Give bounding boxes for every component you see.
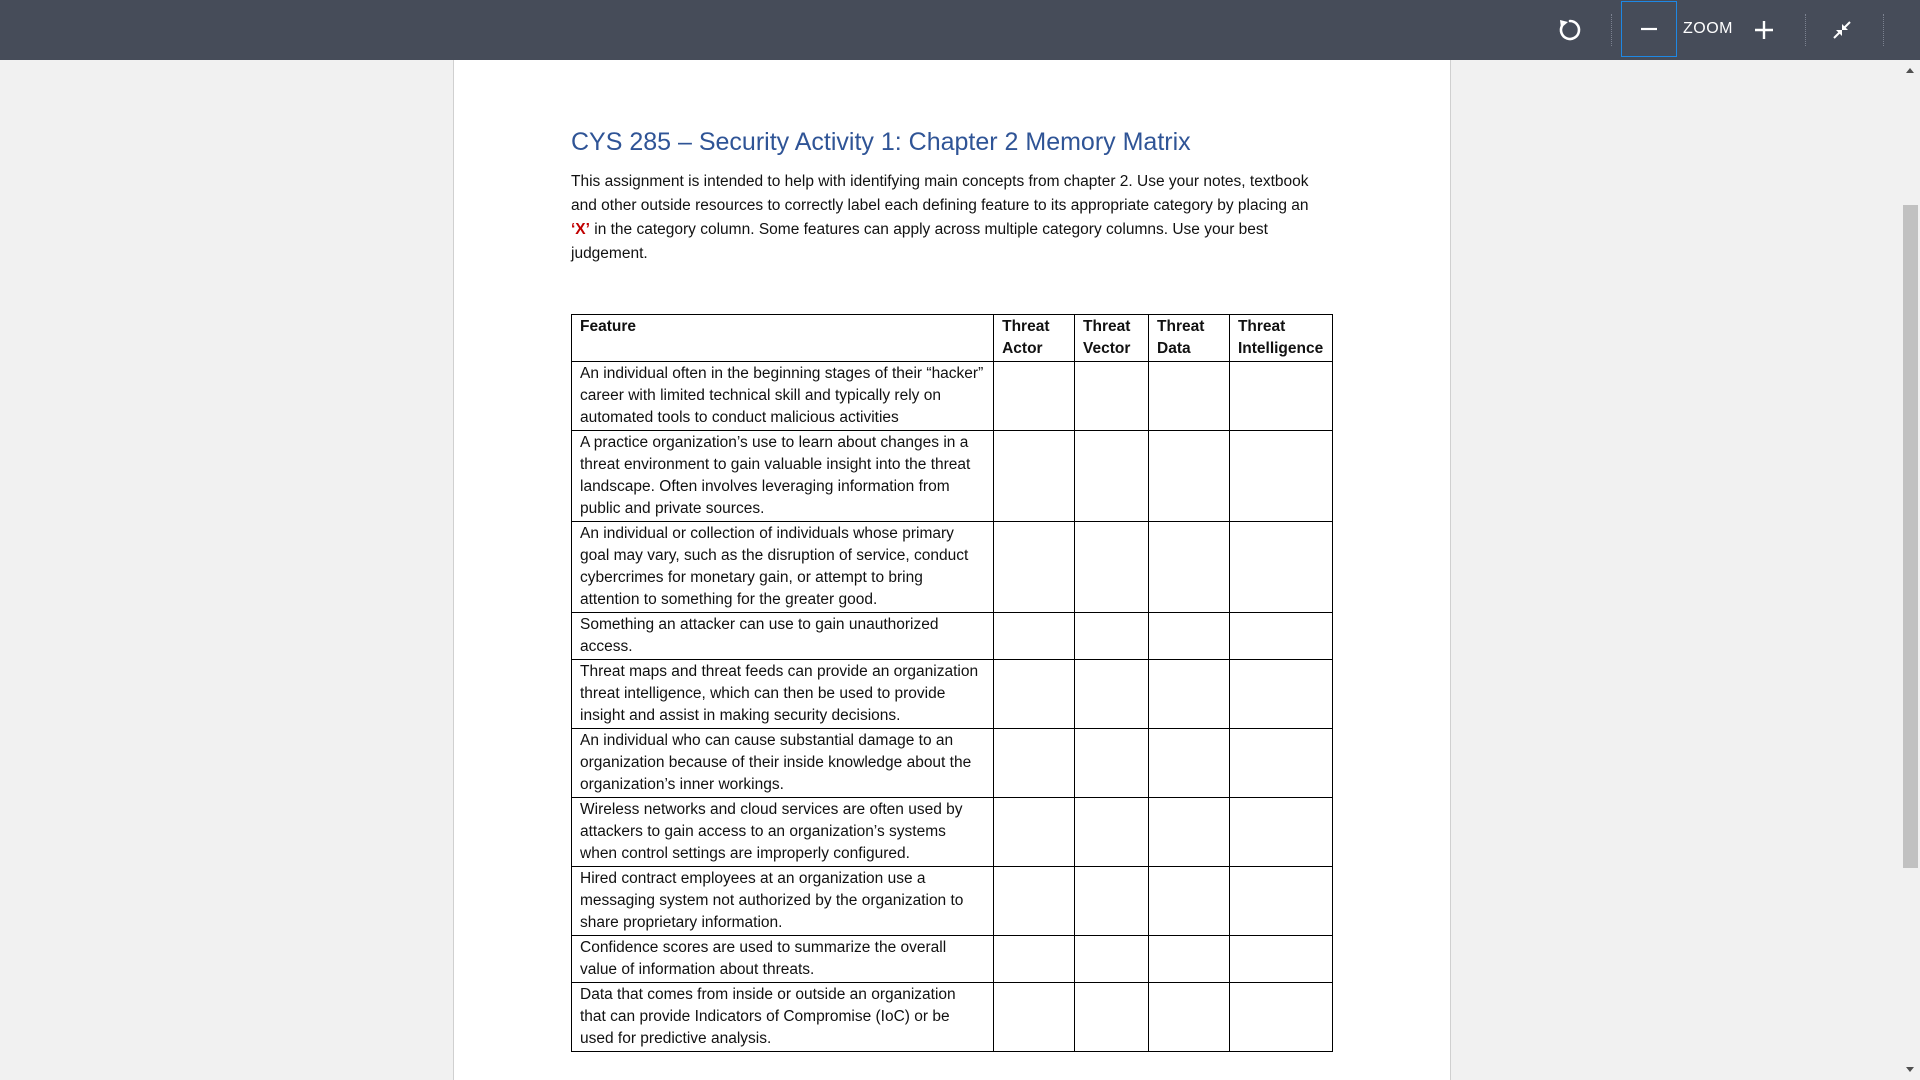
table-row	[572, 983, 1333, 1052]
header-threat-vector: Threat Vector	[1075, 315, 1149, 362]
threat-vector-cell	[1075, 613, 1149, 660]
threat-intelligence-cell	[1229, 983, 1332, 1052]
rotate-ccw-icon	[1557, 17, 1583, 43]
table-row	[572, 431, 1333, 522]
threat-vector-cell	[1075, 431, 1149, 522]
threat-intelligence-cell	[1229, 362, 1332, 431]
threat-vector-cell	[1075, 660, 1149, 729]
feature-cell: Data that comes from inside or outside an organization that can provide Indicators of Compromise (IoC) or be used for predictive analysis.	[572, 983, 994, 1052]
header-feature: Feature	[572, 315, 994, 362]
toolbar-separator	[1805, 14, 1806, 46]
table-row	[572, 613, 1333, 660]
scroll-down-arrow-icon[interactable]	[1906, 1067, 1914, 1072]
document-viewer[interactable]	[0, 60, 1920, 1080]
threat-actor-cell	[994, 522, 1075, 613]
table-header-row	[572, 315, 1333, 362]
table-row	[572, 798, 1333, 867]
memory-matrix-table	[571, 314, 1333, 1052]
threat-data-cell	[1149, 936, 1230, 983]
threat-vector-cell	[1075, 729, 1149, 798]
table-row	[572, 362, 1333, 431]
toolbar-separator	[1883, 14, 1884, 46]
threat-intelligence-cell	[1229, 522, 1332, 613]
feature-cell: Confidence scores are used to summarize the overall value of information about threats.	[572, 936, 994, 983]
table-row	[572, 867, 1333, 936]
table-row	[572, 729, 1333, 798]
threat-vector-cell	[1075, 867, 1149, 936]
threat-actor-cell	[994, 936, 1075, 983]
threat-data-cell	[1149, 798, 1230, 867]
feature-cell: An individual who can cause substantial damage to an organization because of their inside knowledge about the organization’s inner workings.	[572, 729, 994, 798]
threat-vector-cell	[1075, 983, 1149, 1052]
threat-intelligence-cell	[1229, 936, 1332, 983]
table-row	[572, 936, 1333, 983]
exit-fullscreen-button[interactable]	[1817, 5, 1867, 55]
zoom-in-button[interactable]	[1739, 5, 1789, 55]
threat-intelligence-cell	[1229, 867, 1332, 936]
intro-paragraph	[571, 170, 1331, 266]
threat-intelligence-cell	[1229, 613, 1332, 660]
threat-data-cell	[1149, 867, 1230, 936]
reset-zoom-button[interactable]	[1545, 5, 1595, 55]
threat-vector-cell	[1075, 522, 1149, 613]
scrollbar-thumb[interactable]	[1903, 205, 1918, 868]
threat-data-cell	[1149, 431, 1230, 522]
document-title: CYS 285 – Security Activity 1: Chapter 2 Memory Matrix	[571, 128, 1191, 156]
document-page	[453, 60, 1451, 1080]
header-threat-data: Threat Data	[1149, 315, 1230, 362]
threat-intelligence-cell	[1229, 431, 1332, 522]
header-threat-actor: Threat Actor	[994, 315, 1075, 362]
threat-actor-cell	[994, 660, 1075, 729]
threat-actor-cell	[994, 867, 1075, 936]
threat-intelligence-cell	[1229, 729, 1332, 798]
minimize-arrows-icon	[1830, 18, 1854, 42]
table-row	[572, 660, 1333, 729]
threat-actor-cell	[994, 613, 1075, 660]
threat-data-cell	[1149, 613, 1230, 660]
threat-data-cell	[1149, 660, 1230, 729]
zoom-label: ZOOM	[1683, 20, 1733, 37]
feature-cell: Wireless networks and cloud services are often used by attackers to gain access to an organization’s systems when control settings are improperly configured.	[572, 798, 994, 867]
threat-data-cell	[1149, 729, 1230, 798]
threat-actor-cell	[994, 983, 1075, 1052]
minus-icon	[1638, 18, 1660, 40]
threat-intelligence-cell	[1229, 798, 1332, 867]
threat-actor-cell	[994, 729, 1075, 798]
feature-cell: Threat maps and threat feeds can provide an organization threat intelligence, which can then be used to provide insight and assist in making security decisions.	[572, 660, 994, 729]
table-row	[572, 522, 1333, 613]
threat-vector-cell	[1075, 798, 1149, 867]
viewer-toolbar	[0, 0, 1920, 60]
zoom-out-button[interactable]	[1621, 1, 1677, 57]
feature-cell: An individual or collection of individuals whose primary goal may vary, such as the disruption of service, conduct cybercrimes for monetary gain, or attempt to bring attention to something for the greater good.	[572, 522, 994, 613]
threat-actor-cell	[994, 798, 1075, 867]
threat-intelligence-cell	[1229, 660, 1332, 729]
threat-vector-cell	[1075, 362, 1149, 431]
vertical-scrollbar[interactable]	[1900, 60, 1920, 1080]
threat-actor-cell	[994, 362, 1075, 431]
feature-cell: An individual often in the beginning stages of their “hacker” career with limited technical skill and typically rely on automated tools to conduct malicious activities	[572, 362, 994, 431]
feature-cell: Hired contract employees at an organization use a messaging system not authorized by the organization to share proprietary information.	[572, 867, 994, 936]
threat-data-cell	[1149, 362, 1230, 431]
threat-vector-cell	[1075, 936, 1149, 983]
threat-data-cell	[1149, 522, 1230, 613]
feature-cell: A practice organization’s use to learn about changes in a threat environment to gain valuable insight into the threat landscape. Often involves leveraging information from public and private sources.	[572, 431, 994, 522]
intro-text: This assignment is intended to help with identifying main concepts from chapter 2. Use your notes, textbook and other outside resources to correctly label each defining feature to its appropriate category by placing an	[571, 173, 1309, 214]
threat-data-cell	[1149, 983, 1230, 1052]
header-threat-intelligence: Threat Intelligence	[1229, 315, 1332, 362]
threat-actor-cell	[994, 431, 1075, 522]
toolbar-separator	[1611, 14, 1612, 46]
feature-cell: Something an attacker can use to gain unauthorized access.	[572, 613, 994, 660]
plus-icon	[1752, 18, 1776, 42]
x-mark-text: ‘X’	[571, 221, 590, 238]
scroll-up-arrow-icon[interactable]	[1906, 68, 1914, 73]
intro-text-end: in the category column. Some features can apply across multiple category columns. Use your best judgement.	[571, 221, 1268, 262]
